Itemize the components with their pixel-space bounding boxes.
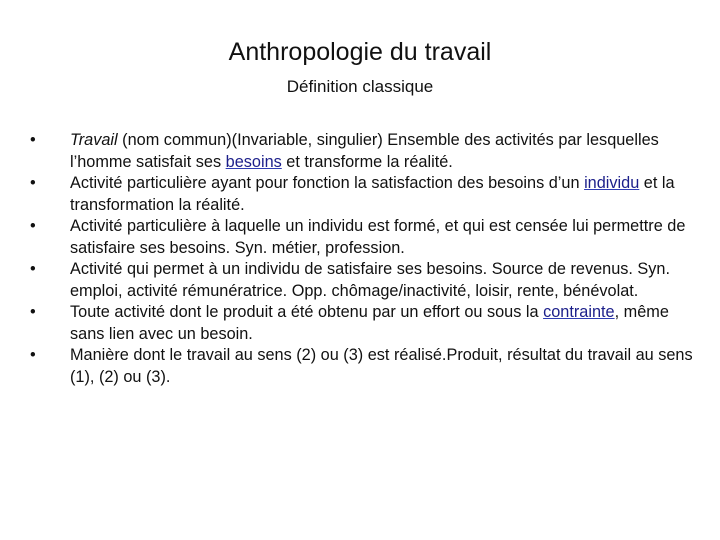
bullet-icon: • [30,303,36,321]
list-item [30,259,700,302]
list-item [30,345,700,388]
list-item [30,173,700,216]
bullet-icon: • [30,217,36,235]
item-text: et la transformation la réalité. [70,174,675,214]
list-item [30,302,700,345]
list-item [30,216,700,259]
definition-list [30,130,700,388]
item-text: (nom commun)(Invariable, singulier) Ensemble des activités par lesquelles l’homme satisfait ses [70,131,659,171]
item-text: Toute activité dont le produit a été obtenu par un effort ou sous la [70,303,544,321]
link-contrainte[interactable]: contrainte [543,303,615,321]
bullet-icon: • [30,131,36,149]
item-text: et transforme la réalité. [281,152,453,171]
term-travail: Travail [70,131,118,149]
bullet-icon: • [30,174,36,192]
link-individu[interactable]: individu [584,174,640,192]
bullet-icon: • [30,260,36,278]
item-text: , même sans lien avec un besoin. [70,303,669,343]
slide-title: Anthropologie du travail [228,38,492,66]
link-besoins[interactable]: besoins [225,152,282,171]
item-text: Manière dont le travail au sens (2) ou (3) est réalisé.Produit, résultat du travail au sens (1), (2) ou (3). [70,346,693,386]
item-text: Activité particulière à laquelle un individu est formé, et qui est censée lui permettre de satisfaire ses besoins. Syn. métier, profession. [70,217,686,257]
item-text: Activité qui permet à un individu de satisfaire ses besoins. Source de revenus. Syn. emploi, activité rémunératrice. Opp. chômage/inactivité, loisir, rente, bénévolat. [70,260,671,300]
bullet-icon: • [30,346,36,364]
slide-subtitle: Définition classique [286,77,434,96]
list-item [30,130,700,173]
item-text: Activité particulière ayant pour fonction la satisfaction des besoins d’un [70,174,585,192]
